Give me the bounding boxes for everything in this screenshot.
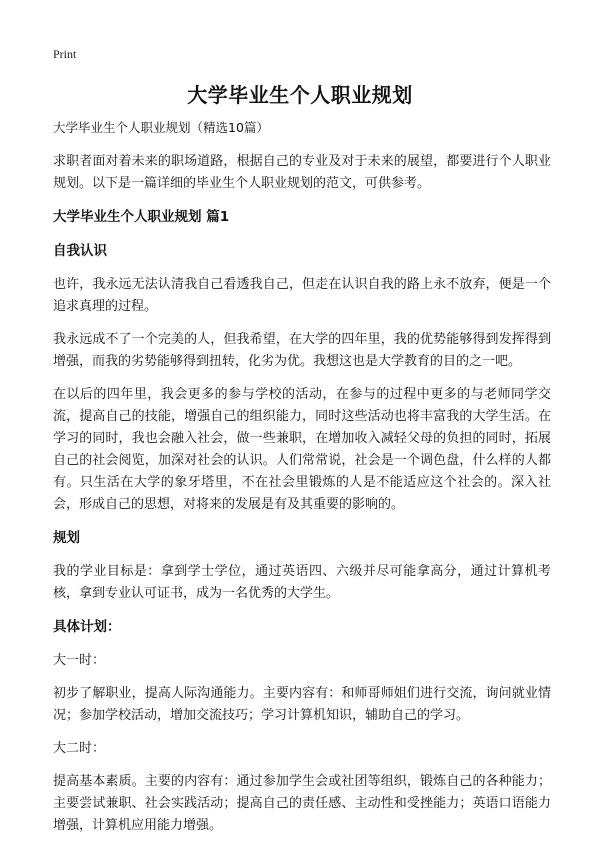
paragraph: 我的学业目标是：拿到学士学位，通过英语四、六级并尽可能拿高分，通过计算机考核，拿到专业认可证书，成为一名优秀的大学生。 xyxy=(53,564,551,601)
year-text-sophomore: 提高基本素质。主要的内容有：通过参加学生会或社团等组织，锻炼自己的各种能力；主要尝试兼职、社会实践活动；提高自己的责任感、主动性和受挫能力；英语口语能力增强，计算机应用能力增强。 xyxy=(53,774,551,833)
page-title: 大学毕业生个人职业规划 xyxy=(187,83,413,107)
section-heading-detailed-plan: 具体计划： xyxy=(53,619,121,635)
print-link[interactable]: Print xyxy=(53,47,77,61)
year-text-freshman: 初步了解职业，提高人际沟通能力。主要内容有：和师哥师姐们进行交流，询问就业情况；参加学校活动，增加交流技巧；学习计算机知识，辅助自己的学习。 xyxy=(53,686,551,723)
year-label-sophomore: 大二时： xyxy=(53,741,106,756)
article-body xyxy=(53,118,551,848)
paragraph: 在以后的四年里，我会更多的参与学校的活动，在参与的过程中更多的与老师同学交流，提高自己的技能，增强自己的组织能力，同时这些活动也将丰富我的大学生活。在学习的同时，我也会融入社会，做一些兼职，在增加收入减轻父母的负担的同时，拓展自己的社会阅览，加深对社会的认识。人们常常说，社会是一个调色盘，什么样的人都有。只生活在大学的象牙塔里，不在社会里锻炼的人是不能适应这个社会的。深入社会，形成自己的思想，对将来的发展是有及其重要的影响的。 xyxy=(53,387,551,512)
article-heading: 大学毕业生个人职业规划 篇1 xyxy=(53,209,230,225)
section-heading-self-knowledge: 自我认识 xyxy=(53,243,107,259)
subtitle: 大学毕业生个人职业规划（精选10篇） xyxy=(53,120,269,135)
paragraph: 也许，我永远无法认清我自己看透我自己，但走在认识自我的路上永不放弃，便是一个追求真理的过程。 xyxy=(53,277,551,314)
intro-paragraph: 求职者面对着未来的职场道路，根据自己的专业及对于未来的展望，都要进行个人职业规划。以下是一篇详细的毕业生个人职业规划的范文，可供参考。 xyxy=(53,154,551,191)
year-label-freshman: 大一时： xyxy=(53,653,106,668)
paragraph: 我永远成不了一个完美的人，但我希望，在大学的四年里，我的优势能够得到发挥得到增强，而我的劣势能够得到扭转，化劣为优。我想这也是大学教育的目的之一吧。 xyxy=(53,332,551,369)
section-heading-planning: 规划 xyxy=(53,530,80,546)
